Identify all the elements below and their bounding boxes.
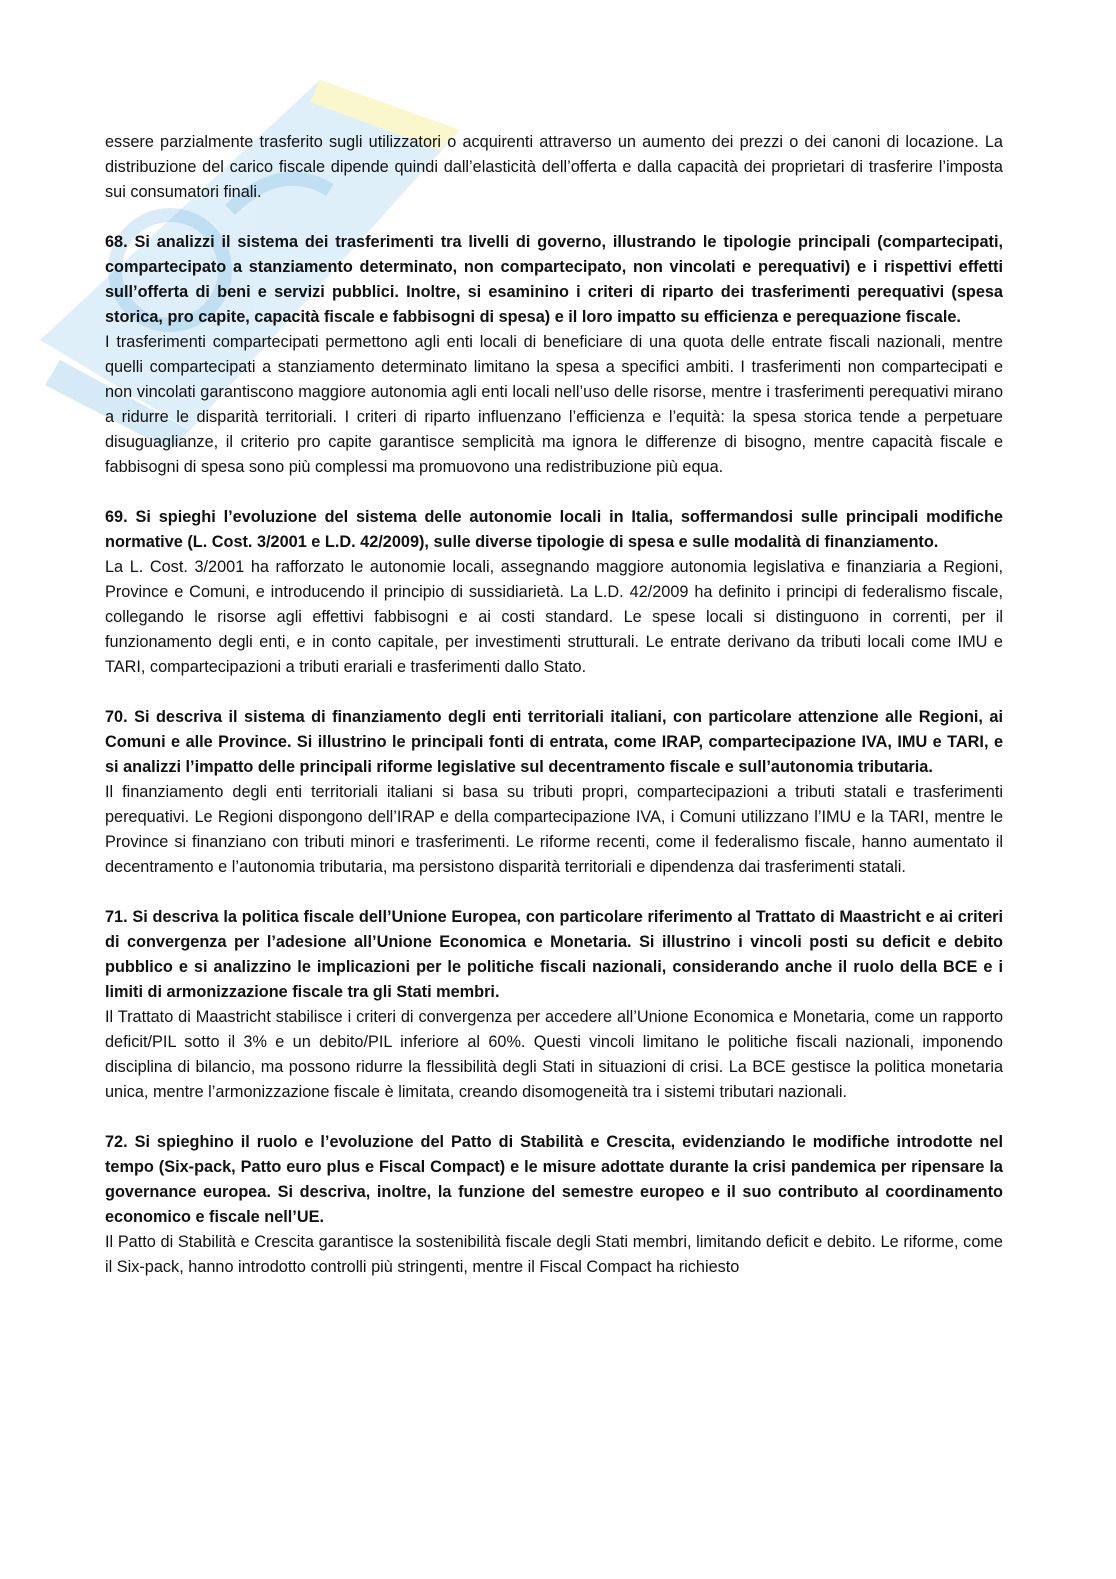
answer-68: I trasferimenti compartecipati permettono agli enti locali di beneficiare di una quota delle entrate fiscali nazionali, mentre quelli compartecipati a stanziamento determinato limitano la spesa a specifici ambiti. I trasferimenti non compartecipati e non vincolati garantiscono maggiore autonomia agli enti locali nell’uso delle risorse, mentre i trasferimenti perequativi mirano a ridurre le disparità territoriali. I criteri di riparto influenzano l’efficienza e l’equità: la spesa storica tende a perpetuare disuguaglianze, il criterio pro capite garantisce semplicità ma ignora le differenze di bisogno, mentre capacità fiscale e fabbisogni di spesa sono più complessi ma promuovono una redistribuzione più equa. bbox=[105, 333, 1003, 476]
section-72 bbox=[105, 1130, 1003, 1280]
answer-71: Il Trattato di Maastricht stabilisce i criteri di convergenza per accedere all’Unione Economica e Monetaria, come un rapporto deficit/PIL sotto il 3% e un debito/PIL inferiore al 60%. Questi vincoli limitano le politiche fiscali nazionali, imponendo disciplina di bilancio, ma possono ridurre la flessibilità degli Stati in situazioni di crisi. La BCE gestisce la politica monetaria unica, mentre l’armonizzazione fiscale è limitata, creando disomogeneità tra i sistemi tributari nazionali. bbox=[105, 1008, 1003, 1101]
section-71 bbox=[105, 905, 1003, 1105]
question-70: 70. Si descriva il sistema di finanziamento degli enti territoriali italiani, con particolare attenzione alle Regioni, ai Comuni e alle Province. Si illustrino le principali fonti di entrata, come IRAP, compartecipazione IVA, IMU e TARI, e si analizzi l’impatto delle principali riforme legislative sul decentramento fiscale e sull’autonomia tributaria. bbox=[105, 708, 1003, 776]
section-70 bbox=[105, 705, 1003, 880]
answer-72: Il Patto di Stabilità e Crescita garantisce la sostenibilità fiscale degli Stati membri, limitando deficit e debito. Le riforme, come il Six-pack, hanno introdotto controlli più stringenti, mentre il Fiscal Compact ha richiesto bbox=[105, 1233, 1003, 1276]
section-68 bbox=[105, 230, 1003, 480]
question-71: 71. Si descriva la politica fiscale dell’Unione Europea, con particolare riferimento al Trattato di Maastricht e ai criteri di convergenza per l’adesione all’Unione Economica e Monetaria. Si illustrino i vincoli posti su deficit e debito pubblico e si analizzino le implicazioni per le politiche fiscali nazionali, considerando anche il ruolo della BCE e i limiti di armonizzazione fiscale tra gli Stati membri. bbox=[105, 908, 1003, 1001]
intro-paragraph: essere parzialmente trasferito sugli utilizzatori o acquirenti attraverso un aumento dei prezzi o dei canoni di locazione. La distribuzione del carico fiscale dipende quindi dall’elasticità dell’offerta e dalla capacità dei proprietari di trasferire l’imposta sui consumatori finali. bbox=[105, 133, 1003, 201]
answer-70: Il finanziamento degli enti territoriali italiani si basa su tributi propri, compartecipazioni a tributi statali e trasferimenti perequativi. Le Regioni dispongono dell’IRAP e della compartecipazione IVA, i Comuni utilizzano l’IMU e la TARI, mentre le Province si finanziano con tributi minori e trasferimenti. Le riforme recenti, come il federalismo fiscale, hanno aumentato il decentramento e l’autonomia tributaria, ma persistono disparità territoriali e dipendenza dai trasferimenti statali. bbox=[105, 783, 1003, 876]
section-69 bbox=[105, 505, 1003, 680]
document-page bbox=[105, 130, 1003, 1280]
answer-69: La L. Cost. 3/2001 ha rafforzato le autonomie locali, assegnando maggiore autonomia legislativa e finanziaria a Regioni, Province e Comuni, e introducendo il principio di sussidiarietà. La L.D. 42/2009 ha definito i principi di federalismo fiscale, collegando le risorse agli effettivi fabbisogni e ai costi standard. Le spese locali si distinguono in correnti, per il funzionamento degli enti, e in conto capitale, per investimenti strutturali. Le entrate derivano da tributi locali come IMU e TARI, compartecipazioni a tributi erariali e trasferimenti dallo Stato. bbox=[105, 558, 1003, 676]
question-68: 68. Si analizzi il sistema dei trasferimenti tra livelli di governo, illustrando le tipologie principali (compartecipati, compartecipato a stanziamento determinato, non compartecipato, non vincolati e perequativi) e i rispettivi effetti sull’offerta di beni e servizi pubblici. Inoltre, si esaminino i criteri di riparto dei trasferimenti perequativi (spesa storica, pro capite, capacità fiscale e fabbisogni di spesa) e il loro impatto su efficienza e perequazione fiscale. bbox=[105, 233, 1003, 326]
question-72: 72. Si spieghino il ruolo e l’evoluzione del Patto di Stabilità e Crescita, evidenziando le modifiche introdotte nel tempo (Six-pack, Patto euro plus e Fiscal Compact) e le misure adottate durante la crisi pandemica per ripensare la governance europea. Si descriva, inoltre, la funzione del semestre europeo e il suo contributo al coordinamento economico e fiscale nell’UE. bbox=[105, 1133, 1003, 1226]
question-69: 69. Si spieghi l’evoluzione del sistema delle autonomie locali in Italia, soffermandosi sulle principali modifiche normative (L. Cost. 3/2001 e L.D. 42/2009), sulle diverse tipologie di spesa e sulle modalità di finanziamento. bbox=[105, 508, 1003, 551]
